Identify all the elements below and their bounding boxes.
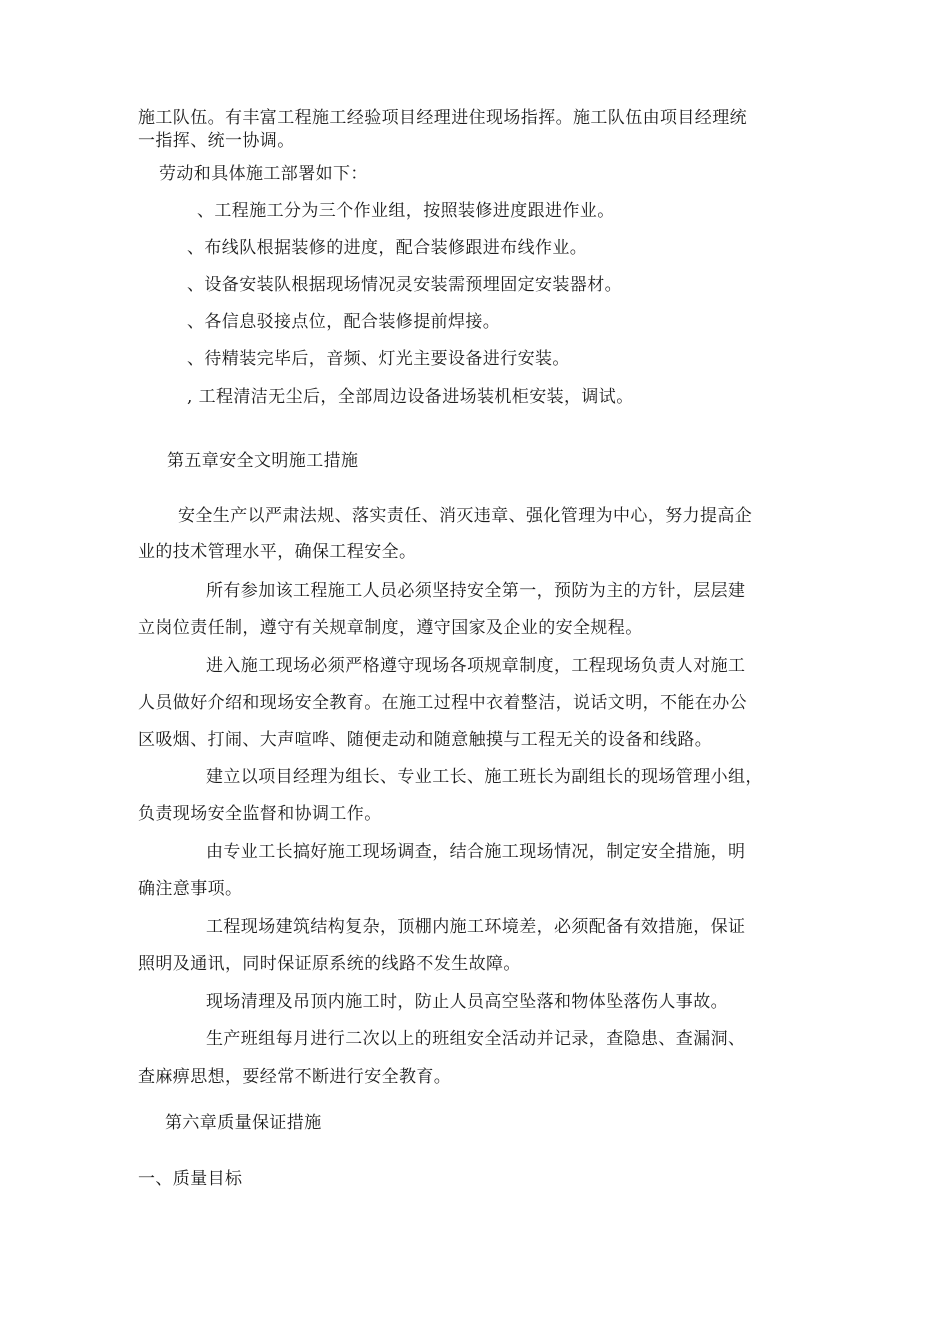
paragraph-line: 由专业工长搞好施工现场调查，结合施工现场情况，制定安全措施，明 — [206, 842, 746, 862]
paragraph-line: 负责现场安全监督和协调工作。 — [138, 804, 382, 824]
paragraph-line: 建立以项目经理为组长、专业工长、施工班长为副组长的现场管理小组， — [206, 767, 763, 787]
paragraph-line: 安全生产以严肃法规、落实责任、消灭违章、强化管理为中心，努力提高企 — [178, 506, 753, 526]
chapter-heading: 第六章质量保证措施 — [165, 1113, 322, 1133]
list-item: 、各信息驳接点位，配合装修提前焊接。 — [187, 312, 501, 332]
chapter-heading: 第五章安全文明施工措施 — [167, 451, 359, 471]
paragraph-line: 现场清理及吊顶内施工时，防止人员高空坠落和物体坠落伤人事故。 — [206, 992, 728, 1012]
paragraph-line: 区吸烟、打闹、大声喧哗、随便走动和随意触摸与工程无关的设备和线路。 — [138, 730, 713, 750]
paragraph-line: 工程现场建筑结构复杂，顶棚内施工环境差，必须配备有效措施，保证 — [206, 917, 746, 937]
paragraph-line: 照明及通讯，同时保证原系统的线路不发生故障。 — [138, 954, 521, 974]
section-heading: 一、质量目标 — [138, 1169, 243, 1189]
list-item: 、设备安装队根据现场情况灵安装需预埋固定安装器材。 — [187, 275, 622, 295]
paragraph-line: 进入施工现场必须严格遵守现场各项规章制度，工程现场负责人对施工 — [206, 656, 746, 676]
list-item: 、待精装完毕后，音频、灯光主要设备进行安装。 — [187, 349, 570, 369]
list-item: , 工程清洁无尘后，全部周边设备进场装机柜安装，调试。 — [187, 387, 634, 407]
list-item: 、布线队根据装修的进度，配合装修跟进布线作业。 — [187, 238, 588, 258]
paragraph-line: 查麻痹思想，要经常不断进行安全教育。 — [138, 1067, 452, 1087]
paragraph-line: 生产班组每月进行二次以上的班组安全活动并记录，查隐患、查漏洞、 — [206, 1029, 746, 1049]
paragraph-line: 一指挥、统一协调。 — [138, 131, 295, 151]
paragraph-line: 劳动和具体施工部署如下： — [159, 164, 368, 184]
paragraph-line: 确注意事项。 — [138, 879, 243, 899]
paragraph-line: 施工队伍。有丰富工程施工经验项目经理进住现场指挥。施工队伍由项目经理统 — [138, 108, 747, 128]
paragraph-line: 立岗位责任制，遵守有关规章制度，遵守国家及企业的安全规程。 — [138, 618, 643, 638]
paragraph-line: 所有参加该工程施工人员必须坚持安全第一，预防为主的方针，层层建 — [206, 581, 746, 601]
paragraph-line: 业的技术管理水平，确保工程安全。 — [138, 542, 417, 562]
list-item: 、工程施工分为三个作业组，按照装修进度跟进作业。 — [197, 201, 615, 221]
paragraph-line: 人员做好介绍和现场安全教育。在施工过程中衣着整洁，说话文明，不能在办公 — [138, 693, 747, 713]
